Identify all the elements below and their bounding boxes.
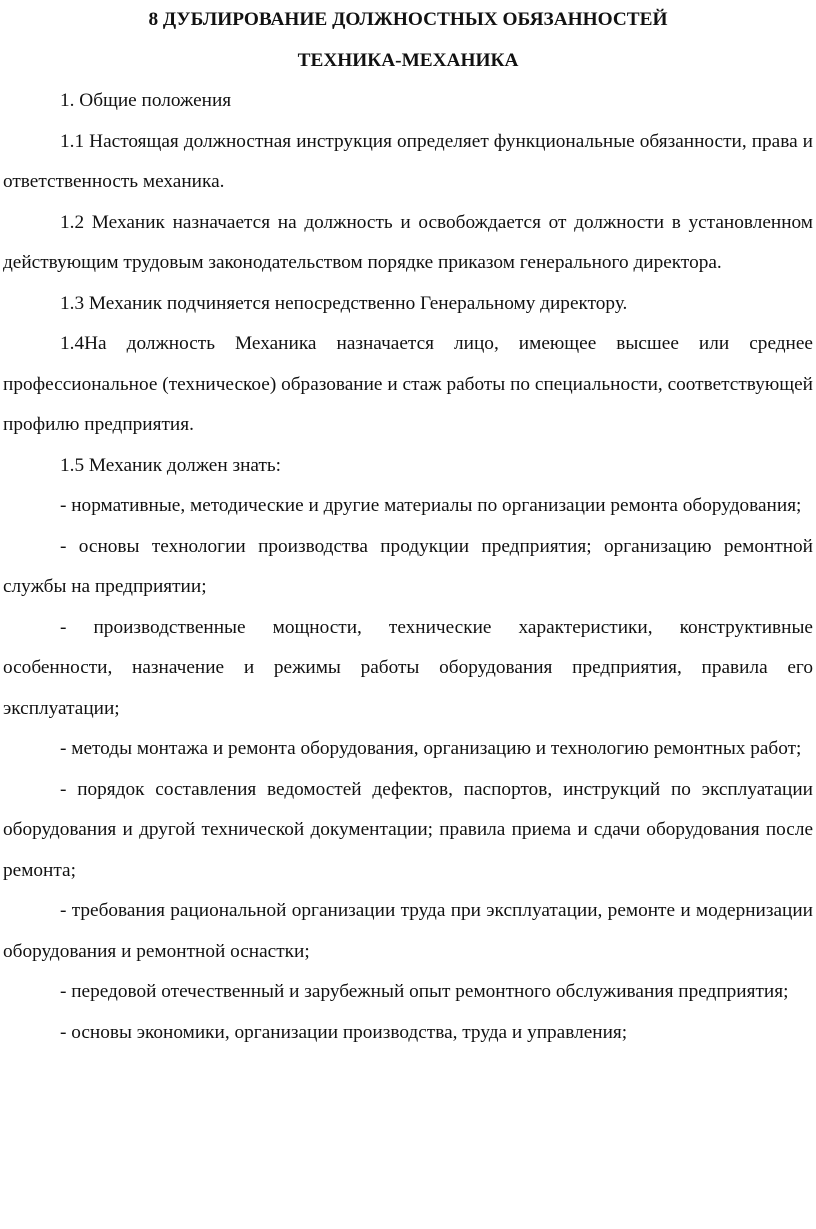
list-item-production-capacity: - производственные мощности, технические характеристики, конструктивные особенности, назначение и режимы работы оборудования предприятия, правила его эксплуатации;	[3, 616, 813, 719]
paragraph-1-4: 1.4На должность Механика назначается лицо, имеющее высшее или среднее профессиональное (техническое) образование и стаж работы по специальности, соответствующей профилю предприятия.	[3, 333, 813, 435]
list-item-best-practices: - передовой отечественный и зарубежный опыт ремонтного обслуживания предприятия;	[60, 981, 789, 1002]
paragraph-1-5: 1.5 Механик должен знать:	[60, 454, 282, 476]
title-line-1: 8 ДУБЛИРОВАНИЕ ДОЛЖНОСТНЫХ ОБЯЗАННОСТЕЙ	[148, 9, 668, 30]
list-item-economics-basics: - основы экономики, организации производства, труда и управления;	[60, 1021, 628, 1043]
paragraph-1-1: 1.1 Настоящая должностная инструкция определяет функциональные обязанности, права и ответственность механика.	[3, 130, 813, 192]
section-heading-general: 1. Общие положения	[60, 90, 232, 111]
paragraph-1-2: 1.2 Механик назначается на должность и освобождается от должности в установленном действующим трудовым законодательством порядке приказом генерального директора.	[3, 211, 813, 273]
title-line-2: ТЕХНИКА-МЕХАНИКА	[297, 49, 519, 71]
list-item-installation-methods: - методы монтажа и ремонта оборудования, организацию и технологию ремонтных работ;	[60, 738, 802, 759]
document-title	[3, 0, 813, 81]
paragraph-1-3: 1.3 Механик подчиняется непосредственно Генеральному директору.	[60, 292, 628, 314]
list-item-labor-organization: - требования рациональной организации труда при эксплуатации, ремонте и модернизации оборудования и ремонтной оснастки;	[3, 900, 813, 962]
list-item-production-technology: - основы технологии производства продукции предприятия; организацию ремонтной службы на предприятии;	[3, 535, 813, 597]
list-item-normative-materials: - нормативные, методические и другие материалы по организации ремонта оборудования;	[60, 495, 802, 516]
list-item-documentation-procedure: - порядок составления ведомостей дефектов, паспортов, инструкций по эксплуатации оборудования и другой технической документации; правила приема и сдачи оборудования после ремонта;	[3, 778, 813, 881]
